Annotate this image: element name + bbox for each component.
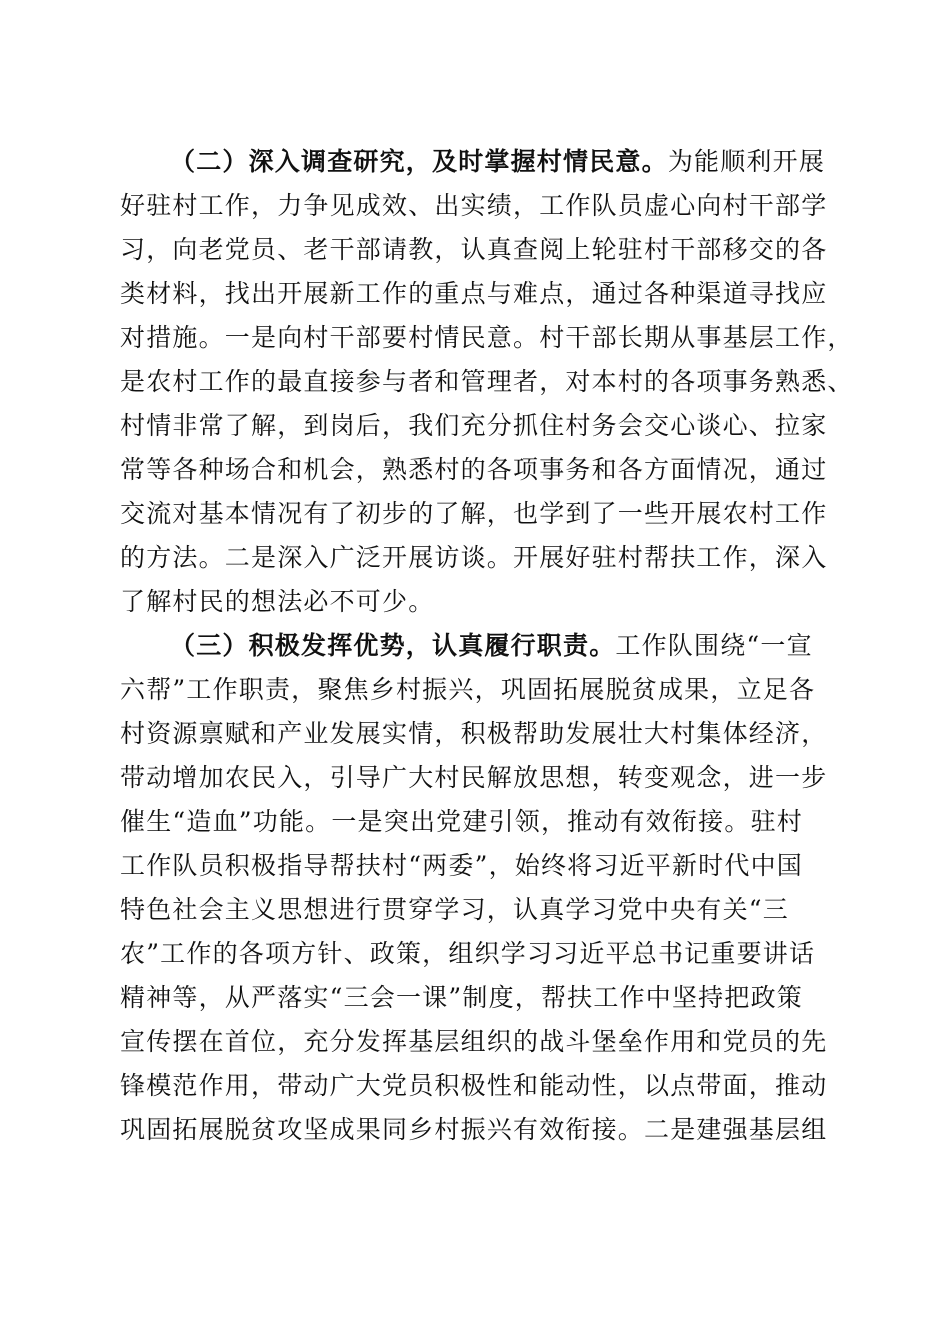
paragraph-line: 常等各种场合和机会，熟悉村的各项事务和各方面情况，通过 — [120, 455, 828, 484]
paragraph-text: 工作队围绕“一宣 — [615, 631, 813, 660]
paragraph-line: 交流对基本情况有了初步的了解，也学到了一些开展农村工作 — [120, 499, 828, 528]
paragraph-line: 对措施。一是向村干部要村情民意。村干部长期从事基层工作， — [120, 323, 854, 352]
paragraph-line: 特色社会主义思想进行贯穿学习，认真学习党中央有关“三 — [120, 895, 789, 924]
paragraph-line: 带动增加农民入，引导广大村民解放思想，转变观念，进一步 — [120, 763, 828, 792]
paragraph-line: 六帮”工作职责，聚焦乡村振兴，巩固拓展脱贫成果，立足各 — [120, 675, 816, 704]
paragraph-text: 为能顺利开展 — [667, 147, 826, 176]
section-heading: （二）深入调查研究，及时掌握村情民意。 — [170, 147, 668, 176]
paragraph-line: 农”工作的各项方针、政策，组织学习习近平总书记重要讲话 — [120, 939, 816, 968]
paragraph-line: 催生“造血”功能。一是突出党建引领，推动有效衔接。驻村 — [120, 807, 803, 836]
paragraph-line: 是农村工作的最直接参与者和管理者，对本村的各项事务熟悉、 — [120, 367, 854, 396]
paragraph-line: 村情非常了解，到岗后，我们充分抓住村务会交心谈心、拉家 — [120, 411, 828, 440]
paragraph-line: 工作队员积极指导帮扶村“两委”，始终将习近平新时代中国 — [120, 851, 803, 880]
paragraph-line — [170, 626, 840, 666]
paragraph-line: 村资源禀赋和产业发展实情，积极帮助发展壮大村集体经济， — [120, 719, 828, 748]
paragraph-line: 锋模范作用，带动广大党员积极性和能动性，以点带面，推动 — [120, 1071, 828, 1100]
section-heading: （三）积极发挥优势，认真履行职责。 — [170, 631, 616, 660]
paragraph-line: 了解村民的想法必不可少。 — [120, 587, 435, 616]
paragraph-line: 类材料，找出开展新工作的重点与难点，通过各种渠道寻找应 — [120, 279, 828, 308]
paragraph-line: 精神等，从严落实“三会一课”制度，帮扶工作中坚持把政策 — [120, 983, 803, 1012]
paragraph-line: 巩固拓展脱贫攻坚成果同乡村振兴有效衔接。二是建强基层组 — [120, 1115, 828, 1144]
paragraph-line: 的方法。二是深入广泛开展访谈。开展好驻村帮扶工作，深入 — [120, 543, 828, 572]
paragraph-line: 宣传摆在首位，充分发挥基层组织的战斗堡垒作用和党员的先 — [120, 1027, 828, 1056]
paragraph-line — [170, 142, 840, 182]
paragraph-line: 习，向老党员、老干部请教，认真查阅上轮驻村干部移交的各 — [120, 235, 828, 264]
paragraph-line: 好驻村工作，力争见成效、出实绩，工作队员虚心向村干部学 — [120, 191, 828, 220]
